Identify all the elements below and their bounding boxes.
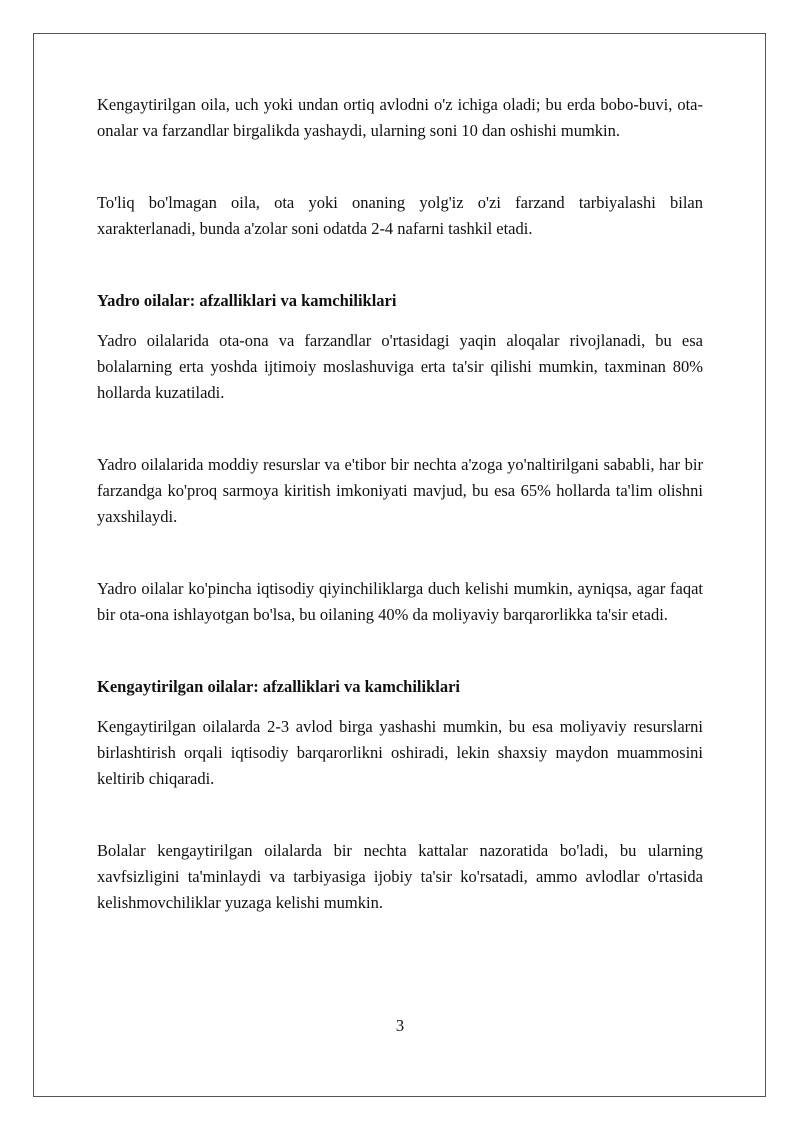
page-content	[97, 92, 703, 916]
paragraph-incomplete-family: To'liq bo'lmagan oila, ota yoki onaning yolg'iz o'zi farzand tarbiyalashi bilan xarakterlanadi, bunda a'zolar soni odatda 2-4 nafarni tashkil etadi.	[97, 193, 703, 238]
paragraph-extended-generations: Kengaytirilgan oilalarda 2-3 avlod birga yashashi mumkin, bu esa moliyaviy resurslarni birlashtirish orqali iqtisodiy barqarorlikni oshiradi, lekin shaxsiy maydon muammosini keltirib chiqaradi.	[97, 717, 703, 788]
page-number: 3	[395, 1016, 405, 1035]
section-heading-nuclear-families: Yadro oilalar: afzalliklari va kamchiliklari	[97, 291, 397, 310]
paragraph-nuclear-resources: Yadro oilalarida moddiy resurslar va e'tibor bir nechta a'zoga yo'naltirilgani sababli, har bir farzandga ko'proq sarmoya kiritish imkoniyati mavjud, bu esa 65% hollarda ta'lim olishni yaxshilaydi.	[97, 455, 703, 526]
section-heading-extended-families: Kengaytirilgan oilalar: afzalliklari va kamchiliklari	[97, 677, 460, 696]
paragraph-extended-family: Kengaytirilgan oila, uch yoki undan ortiq avlodni o'z ichiga oladi; bu erda bobo-buvi, ota-onalar va farzandlar birgalikda yashaydi, ularning soni 10 dan oshishi mumkin.	[97, 95, 703, 140]
paragraph-nuclear-bonds: Yadro oilalarida ota-ona va farzandlar o'rtasidagi yaqin aloqalar rivojlanadi, bu esa bolalarning erta yoshda ijtimoiy moslashuviga erta ta'sir qilishi mumkin, taxminan 80% hollarda kuzatiladi.	[97, 331, 703, 402]
paragraph-nuclear-economics: Yadro oilalar ko'pincha iqtisodiy qiyinchiliklarga duch kelishi mumkin, ayniqsa, agar faqat bir ota-ona ishlayotgan bo'lsa, bu oilaning 40% da moliyaviy barqarorlikka ta'sir etadi.	[97, 579, 703, 624]
paragraph-extended-supervision: Bolalar kengaytirilgan oilalarda bir nechta kattalar nazoratida bo'ladi, bu ularning xavfsizligini ta'minlaydi va tarbiyasiga ijobiy ta'sir ko'rsatadi, ammo avlodlar o'rtasida kelishmovchiliklar yuzaga kelishi mumkin.	[97, 841, 703, 912]
